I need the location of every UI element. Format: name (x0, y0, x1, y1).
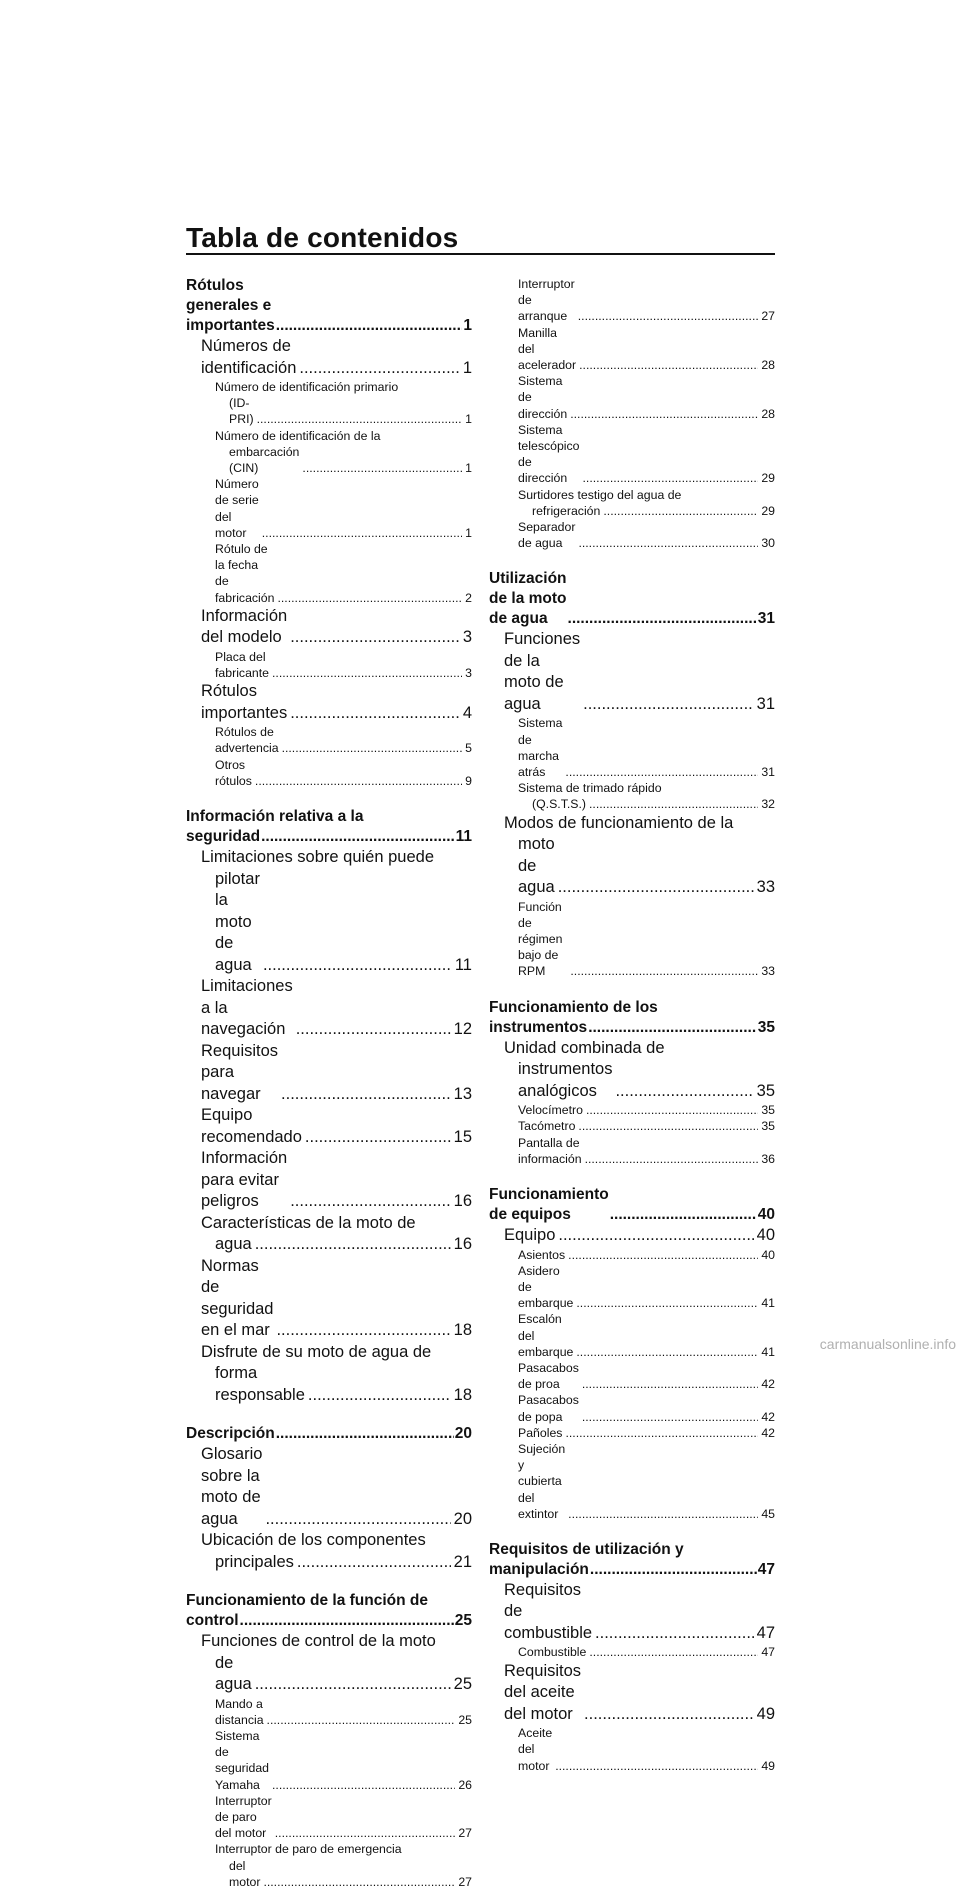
toc-page-number: 36 (761, 1151, 775, 1166)
toc-entry-title: Rótulos importantes (201, 682, 288, 722)
toc-entry-title-line: Número de identificación primario (215, 380, 399, 394)
dot-leader (267, 1712, 456, 1728)
toc-page-number: 47 (761, 1645, 775, 1660)
toc-page-number: 4 (462, 703, 472, 722)
dot-leader (276, 1424, 454, 1444)
dot-leader (583, 694, 754, 716)
toc-entry-title-line: Número de identificación de la (215, 428, 381, 443)
dot-leader (586, 1102, 758, 1118)
toc-entry-title: Equipo recomendado (201, 1106, 302, 1146)
dot-leader (595, 1623, 754, 1645)
toc-entry-title-line: Funcionamiento de los (489, 998, 658, 1016)
toc-entry-title: Sistema de seguridad Yamaha (215, 1728, 270, 1792)
toc-entry-level-2[interactable] (186, 1213, 472, 1256)
dot-leader (610, 1205, 757, 1225)
toc-page-number: 3 (465, 666, 472, 681)
toc-entry-level-3[interactable] (186, 1728, 472, 1793)
dot-leader (589, 1644, 758, 1660)
toc-page-number: 5 (465, 741, 472, 756)
toc-page-number: 30 (761, 536, 775, 551)
toc-entry-title: Función de régimen bajo de RPM (518, 899, 563, 979)
toc-entry-title: Aceite del motor (518, 1726, 553, 1773)
dot-leader (570, 406, 758, 422)
dot-leader (255, 773, 462, 789)
dot-leader (584, 1704, 754, 1726)
toc-entry-level-3[interactable] (489, 1102, 775, 1118)
toc-entry-title: Manilla del acelerador (518, 325, 577, 373)
toc-entry-level-3[interactable] (186, 724, 472, 756)
toc-page-number: 18 (453, 1321, 472, 1340)
toc-page-number: 49 (761, 1758, 775, 1773)
toc-page-number: 42 (761, 1377, 775, 1392)
toc-page-number: 29 (761, 471, 775, 486)
toc-entry-level-3[interactable] (186, 541, 472, 606)
toc-entry-level-2[interactable] (186, 1631, 472, 1696)
toc-entry-title-line: Sistema de trimado rápido (518, 781, 662, 796)
toc-page-number: 28 (761, 406, 775, 421)
toc-page-number: 16 (453, 1192, 472, 1211)
toc-entry-level-3[interactable] (489, 715, 775, 780)
toc-page-number: 40 (756, 1226, 775, 1244)
toc-entry-title: Escalón del embarque (518, 1312, 574, 1359)
toc-entry-level-1[interactable] (489, 998, 775, 1038)
toc-entry-title: (ID-PRI) (229, 396, 254, 427)
toc-entry-title-line: Información relativa a la (186, 808, 364, 826)
dot-leader (308, 1385, 451, 1407)
title-rule (186, 253, 775, 255)
toc-entry-level-3[interactable] (489, 1247, 775, 1263)
dot-leader (302, 460, 462, 476)
page-title: Tabla de contenidos (186, 222, 459, 253)
toc-entry-level-3[interactable] (489, 487, 775, 519)
toc-page-number: 31 (756, 694, 775, 713)
dot-leader (603, 503, 758, 519)
toc-entry-level-3[interactable] (489, 1644, 775, 1660)
dot-leader (290, 627, 460, 649)
toc-entry-title: instrumentos analógicos (518, 1060, 613, 1100)
toc-entry-title: Glosario sobre la moto de agua (201, 1445, 263, 1528)
dot-leader (296, 1019, 451, 1041)
toc-entry-level-2[interactable] (186, 1041, 472, 1106)
toc-entry-title: Sistema de marcha atrás (518, 716, 563, 780)
toc-page-number: 3 (462, 628, 472, 647)
toc-entry-title: Equipo (504, 1226, 556, 1244)
toc-entry-level-3[interactable] (489, 1725, 775, 1774)
toc-entry-level-2[interactable] (186, 681, 472, 724)
toc-page-number: 18 (453, 1385, 472, 1404)
toc-entry-title: embarcación (CIN) (229, 444, 300, 476)
dot-leader (305, 1127, 451, 1149)
toc-entry-level-2[interactable] (186, 1105, 472, 1148)
dot-leader (590, 1560, 757, 1580)
dot-leader (297, 1552, 451, 1574)
toc-entry-level-2[interactable] (186, 1148, 472, 1213)
toc-entry-title: Otros rótulos (215, 757, 252, 788)
toc-page-number: 28 (761, 358, 775, 373)
dot-leader (262, 525, 462, 541)
dot-leader (263, 1874, 455, 1890)
toc-entry-title: Requisitos del aceite del motor (504, 1661, 582, 1723)
toc-entry-level-2[interactable] (489, 1580, 775, 1645)
toc-entry-level-3[interactable] (489, 1360, 775, 1392)
toc-entry-title-line: Interruptor de paro de emergencia (215, 1842, 402, 1857)
toc-entry-title-line: Funcionamiento de la función de (186, 1592, 428, 1610)
dot-leader (255, 1234, 451, 1256)
dot-leader (558, 877, 754, 899)
toc-entry-title: Pañoles (518, 1425, 563, 1440)
toc-entry-level-3[interactable] (186, 428, 472, 477)
dot-leader (568, 609, 757, 629)
toc-entry-level-3[interactable] (489, 1118, 775, 1134)
toc-column-left (186, 276, 472, 1890)
toc-page-number: 35 (756, 1081, 775, 1100)
toc-entry-level-3[interactable] (186, 1841, 472, 1890)
dot-leader (265, 1509, 450, 1531)
toc-entry-level-2[interactable] (489, 1038, 775, 1103)
dot-leader (578, 308, 759, 324)
dot-leader (568, 1506, 758, 1522)
toc-entry-level-3[interactable] (186, 476, 472, 541)
toc-entry-title: Rótulos generales e importantes (186, 277, 275, 334)
toc-entry-level-3[interactable] (489, 1135, 775, 1167)
dot-leader (263, 955, 452, 977)
dot-leader (576, 1295, 758, 1311)
toc-entry-title: Interruptor de paro del motor (215, 1793, 272, 1841)
toc-page-number: 32 (761, 797, 775, 812)
toc-entry-title-line: Surtidores testigo del agua de (518, 487, 682, 502)
toc-entry-level-1[interactable] (186, 1424, 472, 1444)
dot-leader (282, 740, 463, 756)
toc-entry-title: principales (215, 1552, 294, 1571)
toc-entry-title: Combustible (518, 1645, 587, 1660)
toc-entry-level-3[interactable] (489, 1263, 775, 1312)
toc-entry-title: Mando a distancia (215, 1696, 264, 1727)
dot-leader (558, 1225, 753, 1247)
toc-page-number: 20 (454, 1425, 472, 1443)
toc-entry-title-line: Funciones de control de la moto (201, 1632, 436, 1651)
dot-leader (281, 1084, 451, 1106)
dot-leader (240, 1611, 454, 1631)
dot-leader (615, 1081, 753, 1103)
toc-entry-level-3[interactable] (489, 899, 775, 980)
toc-entry-level-2[interactable] (489, 1661, 775, 1726)
dot-leader (261, 827, 455, 847)
toc-page-number: 31 (761, 765, 775, 780)
toc-page-number: 11 (455, 828, 472, 846)
toc-entry-title: Limitaciones a la navegación (201, 977, 293, 1039)
toc-entry-title: manipulación (489, 1560, 589, 1578)
toc-entry-title: Funciones de la moto de agua (504, 630, 581, 713)
dot-leader (579, 357, 758, 373)
toc-page-number: 1 (465, 412, 472, 427)
toc-entry-title: agua (215, 1235, 252, 1254)
toc-page-number: 1 (465, 525, 472, 540)
dot-leader (272, 665, 462, 681)
toc-entry-title: Sujeción y cubierta del extintor (518, 1441, 566, 1521)
dot-leader (588, 1018, 757, 1038)
toc-page-number: 35 (761, 1103, 775, 1118)
toc-entry-title: Números de identificación (201, 337, 297, 377)
toc-page-number: 40 (761, 1247, 775, 1262)
toc-entry-level-3[interactable] (489, 1441, 775, 1522)
toc-page-number: 42 (761, 1409, 775, 1424)
toc-entry-title: control (186, 1612, 239, 1630)
toc-entry-title-line: Requisitos de utilización y (489, 1540, 684, 1558)
toc-entry-title: del motor (229, 1858, 261, 1889)
toc-entry-title: Número de serie del motor (215, 477, 259, 540)
toc-page-number: 31 (757, 610, 775, 628)
toc-entry-level-3[interactable] (489, 373, 775, 422)
toc-page-number: 27 (458, 1874, 472, 1889)
toc-entry-title: Asidero de embarque (518, 1263, 574, 1311)
toc-page-number: 47 (756, 1623, 775, 1642)
dot-leader (570, 963, 758, 979)
toc-entry-title: Pasacabos de proa (518, 1360, 579, 1392)
toc-page-number: 33 (756, 878, 775, 897)
dot-leader (565, 764, 758, 780)
toc-page-number: 41 (761, 1344, 775, 1359)
dot-leader (582, 1376, 758, 1392)
toc-page-number: 1 (465, 461, 472, 476)
dot-leader (272, 1777, 455, 1793)
toc-page-number: 1 (462, 358, 472, 377)
toc-page-number: 29 (761, 503, 775, 518)
toc-entry-title: moto de agua (518, 835, 555, 897)
toc-entry-title: Funcionamiento de equipos (489, 1186, 609, 1223)
toc-entry-title: de agua (215, 1653, 252, 1694)
toc-page-number: 12 (453, 1020, 472, 1039)
toc-entry-title: Sistema de dirección (518, 374, 568, 421)
toc-page-number: 25 (458, 1712, 472, 1727)
toc-page-number: 35 (757, 1018, 775, 1036)
toc-entry-level-3[interactable] (489, 519, 775, 551)
toc-entry-title: Normas de seguridad en el mar (201, 1256, 274, 1340)
toc-entry-level-3[interactable] (489, 780, 775, 812)
toc-entry-title-line: Unidad combinada de (504, 1038, 665, 1057)
toc-entry-title: Rótulos de advertencia (215, 725, 279, 756)
toc-page-number: 16 (453, 1235, 472, 1254)
toc-entry-level-2[interactable] (186, 606, 472, 649)
toc-entry-level-3[interactable] (489, 325, 775, 374)
dot-leader (565, 1425, 758, 1441)
toc-entry-level-3[interactable] (186, 1793, 472, 1842)
dot-leader (582, 1409, 758, 1425)
toc-entry-title-line: Ubicación de los componentes (201, 1531, 426, 1550)
toc-entry-title: Requisitos de combustible (504, 1580, 593, 1642)
toc-entry-title: Información para evitar peligros (201, 1149, 288, 1211)
toc-entry-title: Tacómetro (518, 1119, 576, 1134)
dot-leader (578, 535, 758, 551)
toc-entry-level-3[interactable] (489, 1392, 775, 1424)
toc-entry-title-line: Disfrute de su moto de agua de (201, 1342, 432, 1361)
toc-page-number: 20 (453, 1509, 472, 1528)
dot-leader (568, 1247, 758, 1263)
toc-page-number: 15 (453, 1127, 472, 1146)
dot-leader (576, 1344, 758, 1360)
dot-leader (277, 590, 462, 606)
toc-entry-title: Pantalla de información (518, 1135, 582, 1166)
toc-entry-level-1[interactable] (489, 1185, 775, 1225)
toc-entry-level-2[interactable] (186, 1342, 472, 1407)
dot-leader (290, 703, 460, 725)
toc-entry-level-2[interactable] (186, 1444, 472, 1530)
toc-entry-level-1[interactable] (186, 276, 472, 336)
dot-leader (589, 796, 758, 812)
dot-leader (578, 1118, 758, 1134)
toc-entry-title: (Q.S.T.S.) (532, 797, 586, 812)
toc-entry-title: pilotar la moto de agua (215, 869, 260, 974)
toc-entry-level-3[interactable] (186, 757, 472, 789)
toc-entry-title: refrigeración (532, 503, 601, 518)
toc-entry-level-1[interactable] (489, 1540, 775, 1580)
toc-page-number: 35 (761, 1119, 775, 1134)
toc-entry-level-3[interactable] (489, 1425, 775, 1441)
toc-page-number: 27 (458, 1826, 472, 1841)
dot-leader (555, 1758, 758, 1774)
toc-entry-level-2[interactable] (186, 1256, 472, 1342)
toc-page-number: 21 (453, 1552, 472, 1571)
toc-entry-title: Utilización de la moto de agua (489, 570, 567, 628)
toc-entry-title-line: Características de la moto de (201, 1213, 416, 1232)
toc-page-number: 25 (454, 1612, 472, 1630)
watermark: carmanualsonline.info (819, 1336, 956, 1352)
toc-column-right (489, 276, 775, 1774)
toc-entry-title-line: Modos de funcionamiento de la (504, 813, 734, 832)
dot-leader (299, 358, 459, 380)
toc-entry-title: Placa del fabricante (215, 649, 270, 681)
toc-entry-level-3[interactable] (489, 422, 775, 487)
toc-page-number: 33 (761, 964, 775, 979)
toc-entry-title: Sistema telescópico de dirección (518, 422, 580, 486)
toc-page-number: 47 (757, 1560, 775, 1578)
toc-entry-title: Separador de agua (518, 520, 576, 551)
toc-entry-title-line: Limitaciones sobre quién puede (201, 848, 434, 867)
toc-page-number: 11 (454, 955, 472, 974)
toc-page-number: 2 (465, 590, 472, 605)
toc-entry-level-2[interactable] (489, 629, 775, 715)
toc-entry-title: instrumentos (489, 1018, 588, 1036)
dot-leader (255, 1674, 451, 1696)
dot-leader (275, 1825, 456, 1841)
toc-page-number: 49 (756, 1704, 775, 1723)
toc-entry-title: forma responsable (215, 1364, 305, 1404)
toc-entry-title: Velocímetro (518, 1103, 583, 1118)
dot-leader (257, 411, 463, 427)
toc-entry-title: Asientos (518, 1247, 566, 1262)
toc-entry-level-2[interactable] (186, 336, 472, 379)
toc-entry-level-3[interactable] (186, 379, 472, 428)
toc-page-number: 26 (458, 1777, 472, 1792)
toc-entry-level-2[interactable] (489, 813, 775, 899)
toc-entry-title: Requisitos para navegar (201, 1041, 279, 1103)
toc-page-number: 45 (761, 1506, 775, 1521)
toc-page-number: 40 (757, 1206, 775, 1223)
toc-entry-level-1[interactable] (186, 1591, 472, 1631)
toc-entry-level-3[interactable] (186, 649, 472, 681)
toc-page-number: 9 (465, 773, 472, 788)
toc-entry-level-2[interactable] (186, 1530, 472, 1573)
toc-entry-level-2[interactable] (186, 847, 472, 976)
toc-page-number: 25 (453, 1675, 472, 1694)
toc-entry-level-3[interactable] (186, 1696, 472, 1728)
toc-entry-level-2[interactable] (489, 1225, 775, 1247)
toc-page-number: 41 (761, 1296, 775, 1311)
dot-leader (276, 316, 463, 336)
toc-entry-level-1[interactable] (489, 569, 775, 629)
toc-page-number: 13 (453, 1084, 472, 1103)
toc-entry-level-3[interactable] (489, 276, 775, 325)
toc-entry-title: seguridad (186, 828, 261, 846)
toc-entry-title: Información del modelo (201, 606, 288, 647)
toc-entry-level-3[interactable] (489, 1311, 775, 1360)
toc-page-number: 1 (463, 317, 472, 334)
toc-entry-level-2[interactable] (186, 976, 472, 1041)
toc-entry-title: Interruptor de arranque (518, 277, 575, 324)
dot-leader (290, 1191, 450, 1213)
toc-entry-title: Rótulo de la fecha de fabricación (215, 542, 275, 605)
toc-entry-level-1[interactable] (186, 807, 472, 847)
toc-page-number: 27 (761, 309, 775, 324)
toc-page-number: 42 (761, 1425, 775, 1440)
dot-leader (583, 470, 759, 486)
toc-entry-title: Pasacabos de popa (518, 1393, 579, 1424)
dot-leader (276, 1320, 450, 1342)
toc-entry-title: Descripción (186, 1425, 275, 1443)
dot-leader (585, 1151, 759, 1167)
